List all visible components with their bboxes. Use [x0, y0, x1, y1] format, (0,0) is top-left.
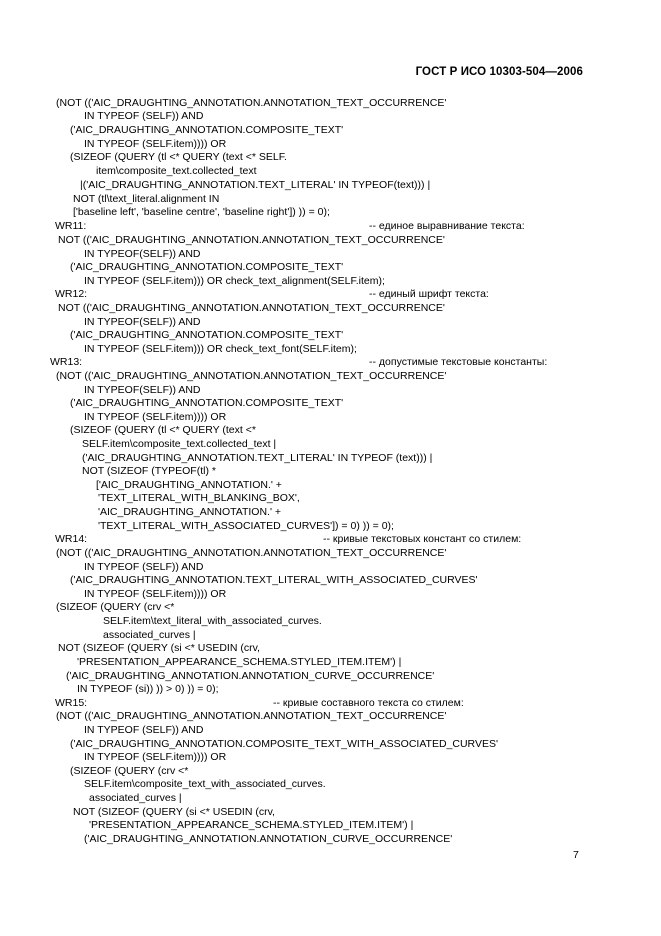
code-line: NOT (SIZEOF (QUERY (si <* USEDIN (crv, [73, 806, 275, 818]
page-number: 7 [573, 849, 579, 861]
code-line: SELF.item\composite_text_with_associated_curves. [84, 778, 326, 790]
code-line: IN TYPEOF(SELF)) AND [84, 316, 201, 328]
code-line: ('AIC_DRAUGHTING_ANNOTATION.COMPOSITE_TEXT' [70, 397, 344, 409]
code-line: IN TYPEOF (si)) )) > 0) )) = 0); [77, 683, 219, 695]
code-line: NOT (('AIC_DRAUGHTING_ANNOTATION.ANNOTATION_TEXT_OCCURRENCE' [58, 234, 445, 246]
rule-label-wr14: WR14: [55, 533, 88, 545]
code-line: ('AIC_DRAUGHTING_ANNOTATION.TEXT_LITERAL' IN TYPEOF (text))) | [82, 452, 433, 464]
comment-wr12: -- единый шрифт текста: [369, 288, 489, 300]
code-line: |('AIC_DRAUGHTING_ANNOTATION.TEXT_LITERAL' IN TYPEOF(text))) | [80, 179, 431, 191]
code-line: ('AIC_DRAUGHTING_ANNOTATION.COMPOSITE_TEXT_WITH_ASSOCIATED_CURVES' [70, 738, 498, 750]
code-line: ('AIC_DRAUGHTING_ANNOTATION.COMPOSITE_TEXT' [70, 124, 344, 136]
comment-wr11: -- единое выравнивание текста: [369, 220, 525, 232]
code-line: IN TYPEOF(SELF)) AND [84, 384, 201, 396]
code-line: 'TEXT_LITERAL_WITH_BLANKING_BOX', [98, 492, 300, 504]
code-line: NOT (SIZEOF (TYPEOF(tl) * [82, 465, 216, 477]
document-header: ГОСТ Р ИСО 10303-504—2006 [415, 66, 583, 78]
code-line: item\composite_text.collected_text [96, 165, 257, 177]
code-line: 'AIC_DRAUGHTING_ANNOTATION.' + [98, 506, 282, 518]
code-line: IN TYPEOF (SELF.item))) OR check_text_alignment(SELF.item); [84, 275, 385, 287]
code-line: (NOT (('AIC_DRAUGHTING_ANNOTATION.ANNOTATION_TEXT_OCCURRENCE' [56, 710, 447, 722]
code-line: ('AIC_DRAUGHTING_ANNOTATION.ANNOTATION_CURVE_OCCURRENCE' [84, 833, 453, 845]
code-line: NOT (('AIC_DRAUGHTING_ANNOTATION.ANNOTATION_TEXT_OCCURRENCE' [58, 302, 445, 314]
code-line: NOT (tl\text_literal.alignment IN [73, 193, 220, 205]
code-line: 'PRESENTATION_APPEARANCE_SCHEMA.STYLED_ITEM.ITEM') | [77, 656, 402, 668]
code-line: (SIZEOF (QUERY (crv <* [70, 765, 189, 777]
comment-wr13: -- допустимые текстовые константы: [369, 356, 548, 368]
code-line: NOT (SIZEOF (QUERY (si <* USEDIN (crv, [58, 642, 260, 654]
code-line: IN TYPEOF (SELF.item))) OR check_text_font(SELF.item); [84, 343, 357, 355]
code-line: SELF.item\composite_text.collected_text | [82, 438, 277, 450]
code-line: 'PRESENTATION_APPEARANCE_SCHEMA.STYLED_ITEM.ITEM') | [89, 819, 414, 831]
code-line: IN TYPEOF (SELF.item)))) OR [84, 751, 227, 763]
code-line: ('AIC_DRAUGHTING_ANNOTATION.TEXT_LITERAL_WITH_ASSOCIATED_CURVES' [70, 574, 478, 586]
code-line: ['baseline left', 'baseline centre', 'baseline right']) )) = 0); [73, 206, 330, 218]
code-line: IN TYPEOF (SELF)) AND [84, 724, 204, 736]
code-line: associated_curves | [103, 629, 196, 641]
code-line: IN TYPEOF (SELF.item)))) OR [84, 588, 227, 600]
code-line: ['AIC_DRAUGHTING_ANNOTATION.' + [96, 479, 282, 491]
code-line: IN TYPEOF (SELF.item)))) OR [84, 411, 227, 423]
rule-label-wr13: WR13: [50, 356, 83, 368]
code-line: (SIZEOF (QUERY (crv <* [56, 601, 175, 613]
code-line: (NOT (('AIC_DRAUGHTING_ANNOTATION.ANNOTATION_TEXT_OCCURRENCE' [56, 370, 447, 382]
code-line: (NOT (('AIC_DRAUGHTING_ANNOTATION.ANNOTATION_TEXT_OCCURRENCE' [56, 97, 447, 109]
comment-wr14: -- кривые текстовых констант со стилем: [323, 533, 522, 545]
code-line: SELF.item\text_literal_with_associated_curves. [103, 615, 322, 627]
code-line: (SIZEOF (QUERY (tl <* QUERY (text <* SELF. [70, 151, 287, 163]
rule-label-wr15: WR15: [55, 697, 88, 709]
code-line: 'TEXT_LITERAL_WITH_ASSOCIATED_CURVES']) = 0) )) = 0); [98, 520, 394, 532]
code-line: ('AIC_DRAUGHTING_ANNOTATION.ANNOTATION_CURVE_OCCURRENCE' [66, 670, 435, 682]
rule-label-wr11: WR11: [55, 220, 87, 232]
code-line: IN TYPEOF (SELF.item)))) OR [84, 138, 227, 150]
comment-wr15: -- кривые составного текста со стилем: [273, 697, 464, 709]
code-line: IN TYPEOF(SELF)) AND [84, 248, 201, 260]
rule-label-wr12: WR12: [55, 288, 88, 300]
code-line: ('AIC_DRAUGHTING_ANNOTATION.COMPOSITE_TEXT' [70, 261, 344, 273]
code-line: IN TYPEOF (SELF)) AND [84, 110, 204, 122]
code-line: ('AIC_DRAUGHTING_ANNOTATION.COMPOSITE_TEXT' [70, 329, 344, 341]
code-line: (SIZEOF (QUERY (tl <* QUERY (text <* [70, 424, 256, 436]
code-line: (NOT (('AIC_DRAUGHTING_ANNOTATION.ANNOTATION_TEXT_OCCURRENCE' [56, 547, 447, 559]
code-line: IN TYPEOF (SELF)) AND [84, 561, 204, 573]
code-line: associated_curves | [89, 792, 182, 804]
